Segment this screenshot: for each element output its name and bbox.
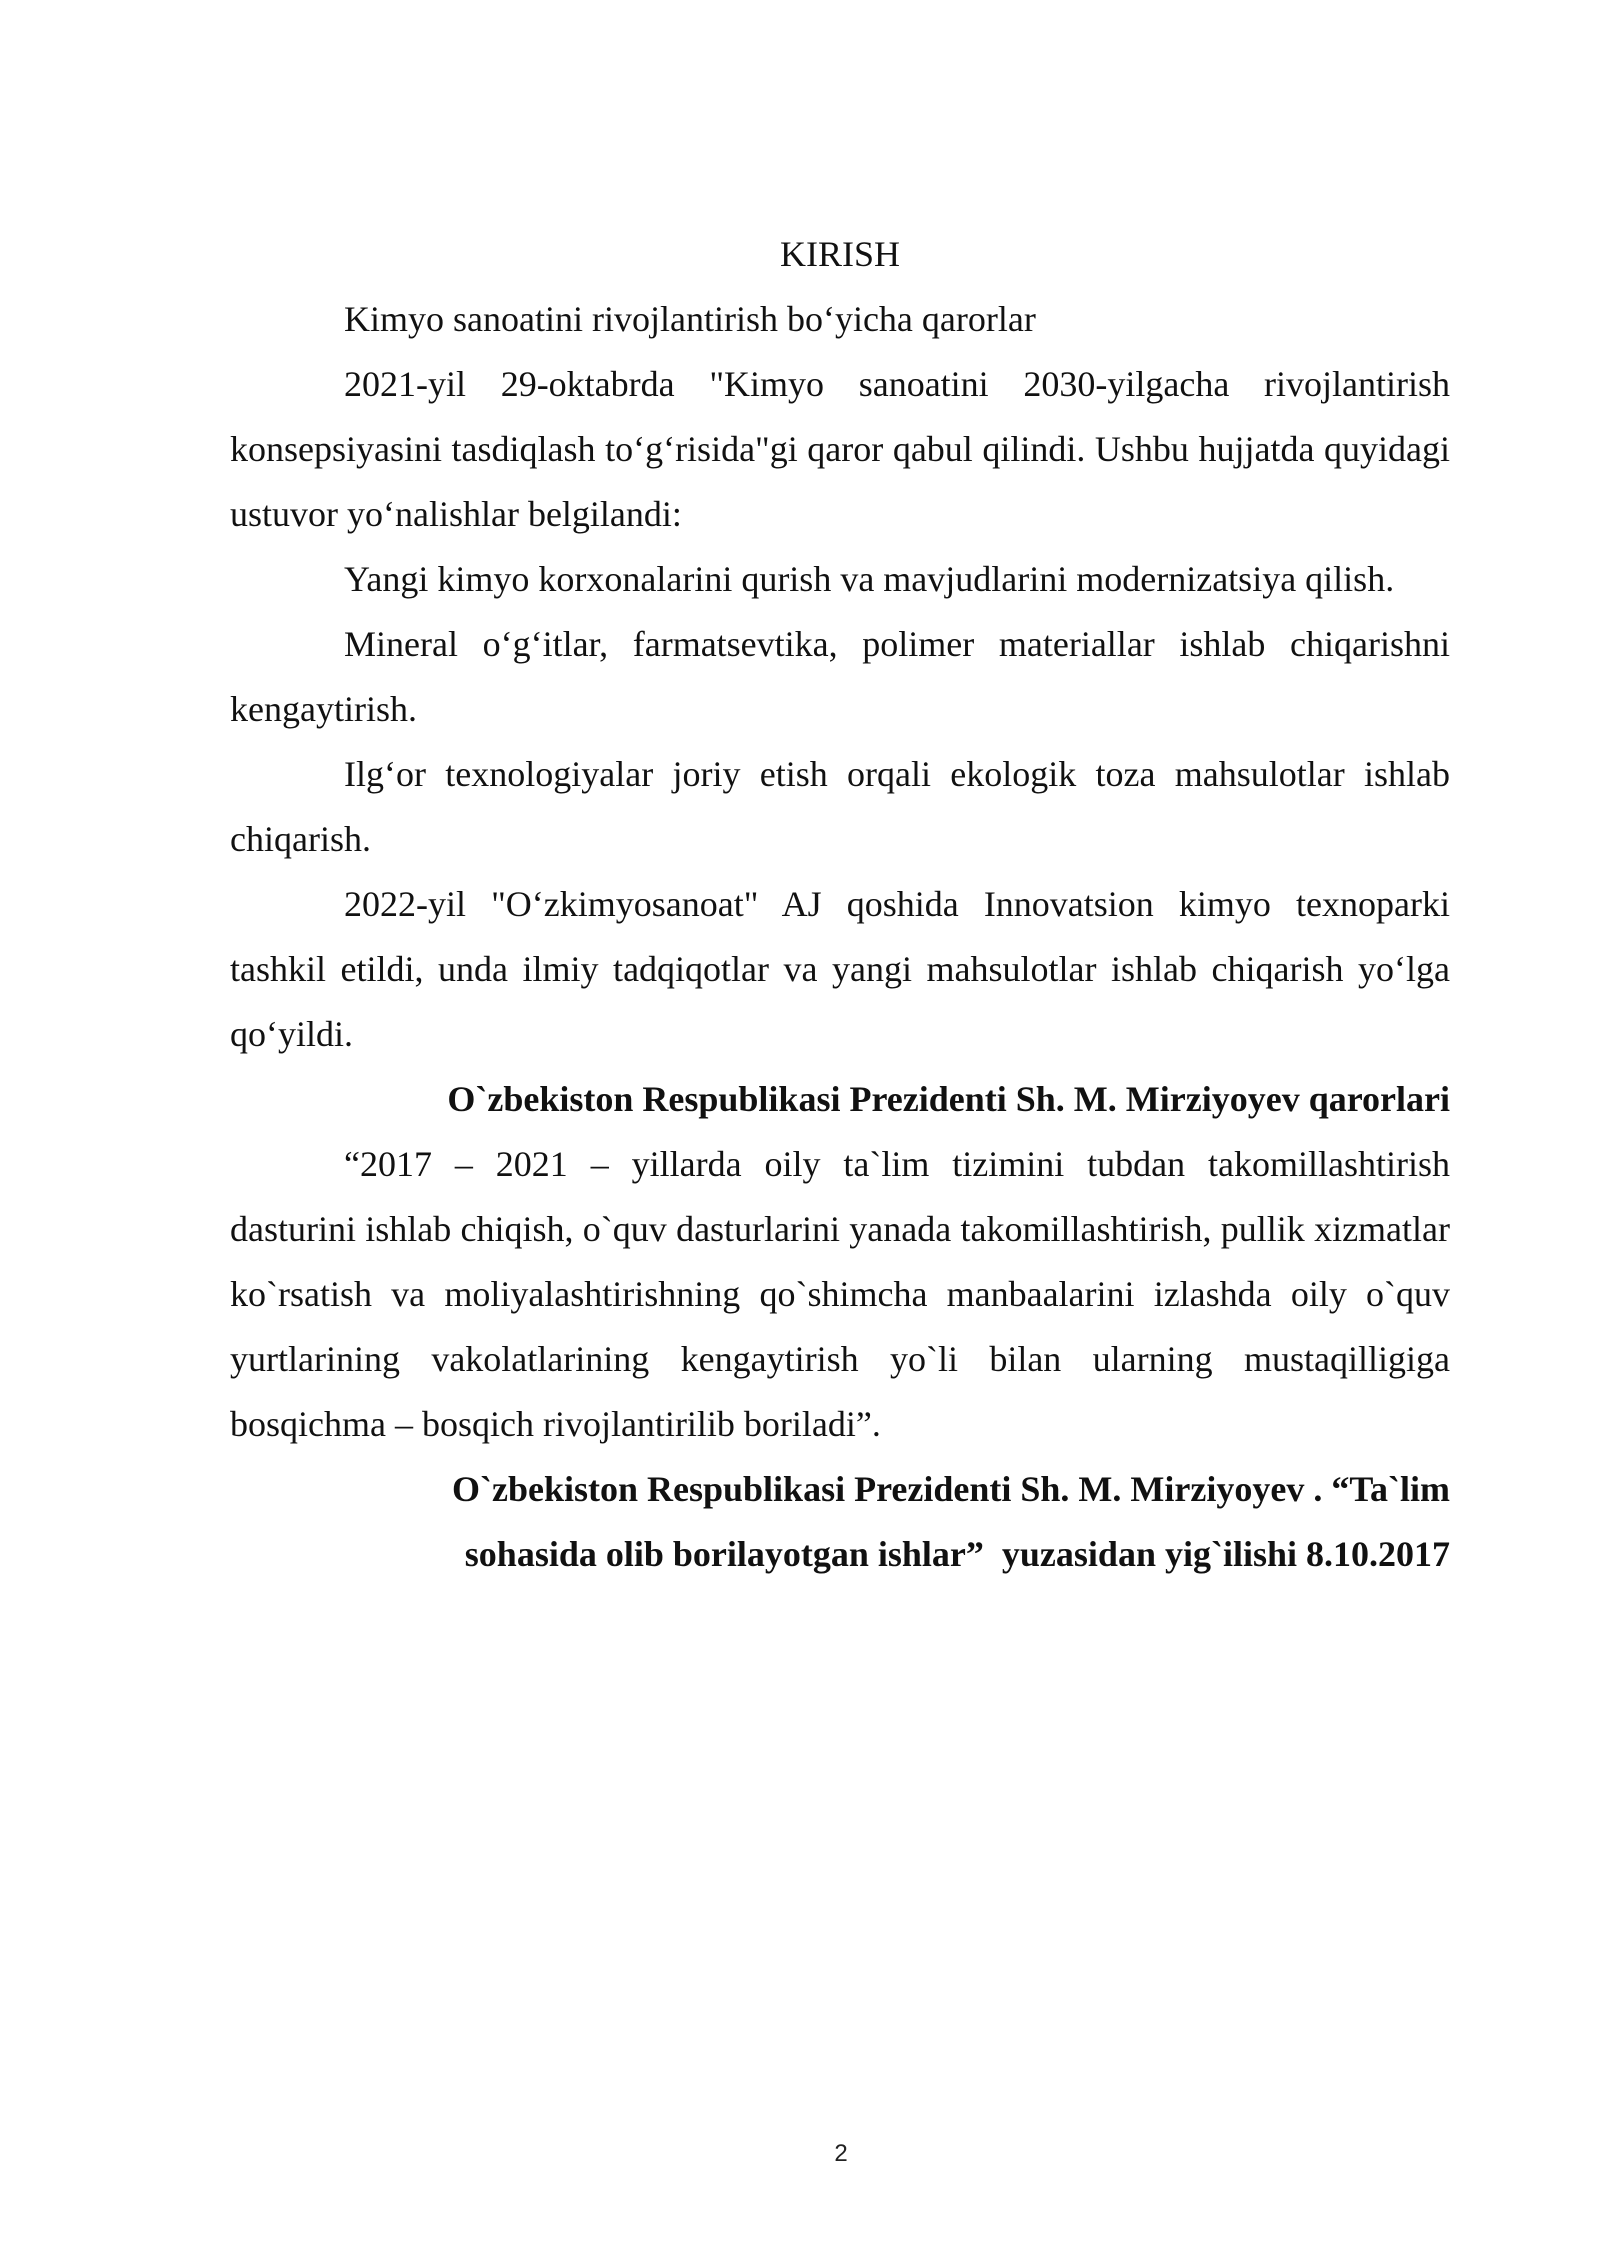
paragraph-priority-3: Ilg‘or texnologiyalar joriy etish orqali ekologik toza mahsulotlar ishlab chiqarish. <box>230 754 1450 859</box>
paragraph-technopark-2022: 2022-yil "O‘zkimyosanoat" AJ qoshida Innovatsion kimyo texnoparki tashkil etildi, unda ilmiy tadqiqotlar va yangi mahsulotlar ishlab chiqarish yo‘lga qo‘yildi. <box>230 884 1450 1054</box>
president-decisions-heading: O`zbekiston Respublikasi Prezidenti Sh. M. Mirziyoyev qarorlari <box>447 1079 1450 1119</box>
page-title: KIRISH <box>779 234 900 274</box>
section-subtitle: Kimyo sanoatini rivojlantirish bo‘yicha qarorlar <box>344 299 1036 339</box>
citation-line-1: O`zbekiston Respublikasi Prezidenti Sh. M. Mirziyoyev . “Ta`lim <box>451 1469 1450 1509</box>
page-number: 2 <box>834 2140 848 2167</box>
paragraph-decree-2021: 2021-yil 29-oktabrda "Kimyo sanoatini 2030-yilgacha rivojlantirish konsepsiyasini tasdiqlash to‘g‘risida"gi qaror qabul qilindi. Ushbu hujjatda quyidagi ustuvor yo‘nalishlar belgilandi: <box>230 364 1450 534</box>
paragraph-priority-1: Yangi kimyo korxonalarini qurish va mavjudlarini modernizatsiya qilish. <box>344 559 1395 599</box>
document-body <box>230 222 1450 1587</box>
paragraph-priority-2: Mineral o‘g‘itlar, farmatsevtika, polimer materiallar ishlab chiqarishni kengaytirish. <box>230 624 1450 729</box>
citation-line-2: sohasida olib borilayotgan ishlar” yuzasidan yig`ilishi 8.10.2017 <box>464 1534 1450 1574</box>
quote-paragraph: “2017 – 2021 – yillarda oily ta`lim tizimini tubdan takomillashtirish dasturini ishlab chiqish, o`quv dasturlarini yanada takomillashtirish, pullik xizmatlar ko`rsatish va moliyalashtirishning qo`shimcha manbaalarini izlashda oily o`quv yurtlarining vakolatlarining kengaytirish yo`li bilan ularning mustaqilligiga bosqichma – bosqich rivojlantirilib boriladi”. <box>230 1144 1450 1444</box>
